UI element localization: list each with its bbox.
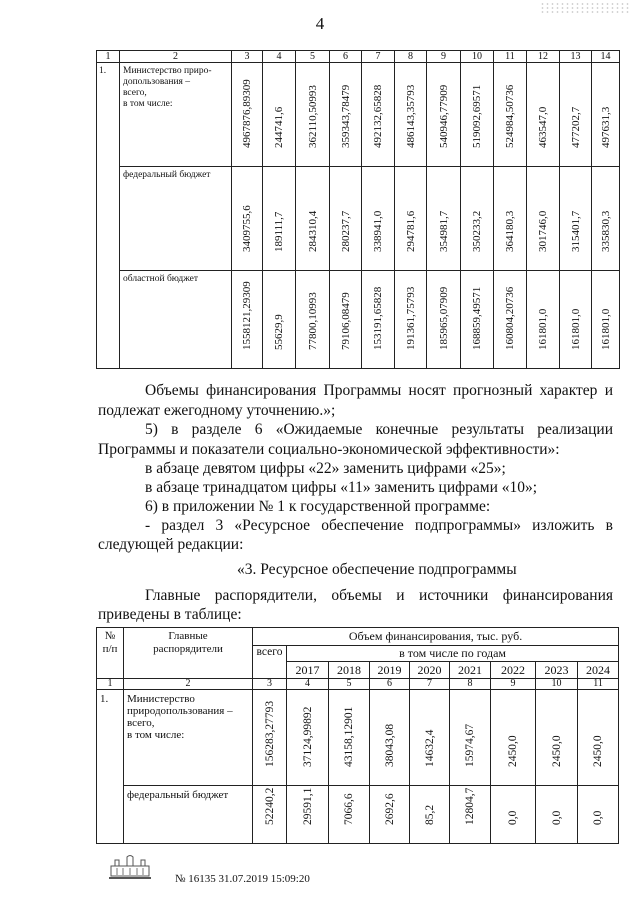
table2-header-by-years: в том числе по годам [287,646,619,662]
table2-cell: 12804,7 [450,786,491,844]
table1-header-cell: 13 [560,51,592,63]
table1-cell: 362110,50993 [296,63,330,167]
table1-cell: 161801,0 [560,271,592,369]
table2-cell: 15974,67 [450,690,491,786]
table1-row-number: 1. [97,63,120,369]
table1-cell: 153191,65828 [362,271,395,369]
paragraph-line: в абзаце тринадцатом цифры «11» заменить цифрами «10»; [145,479,538,496]
table2-cell: 14632,4 [410,690,450,786]
table1-row-total [97,63,620,167]
paragraph-line: подлежат ежегодному уточнению.»; [98,402,336,419]
financing-table-subprogram [96,627,619,844]
table2-year: 2020 [410,662,450,679]
table1-cell: 519092,69571 [461,63,494,167]
table2-index-cell: 11 [578,679,619,690]
table1-cell: 4967876,89309 [232,63,263,167]
table2-index-cell: 2 [124,679,253,690]
paragraph-line: Программы и показатели социально-экономической эффективности»: [98,441,560,458]
table2-header-total: всего [253,646,287,679]
table1-cell: 185965,07909 [427,271,461,369]
table1-row-label: Министерство приро- допользования – всего, в том числе: [120,63,232,167]
table2-cell: 7066,6 [329,786,370,844]
table2-cell: 156283,27793 [253,690,287,786]
paragraph-line: следующей редакции: [98,536,244,553]
table2-year: 2021 [450,662,491,679]
table1-header-cell: 6 [330,51,362,63]
table1-header-cell: 8 [395,51,427,63]
table1-row-federal [97,167,620,271]
paragraph-line: 6) в приложении № 1 к государственной программе: [145,498,491,515]
table1-cell: 284310,4 [296,167,330,271]
table1-cell: 3409755,6 [232,167,263,271]
table1-row-regional [97,271,620,369]
page-number: 4 [315,14,325,33]
table2-cell: 52240,2 [253,786,287,844]
table2-cell: 0,0 [536,786,578,844]
table2-header-managers: Главные распорядители [124,628,253,679]
table2-row-label: Министерство природопользования – всего, в том числе: [124,690,253,786]
table2-cell: 2450,0 [536,690,578,786]
table2-cell: 43158,12901 [329,690,370,786]
table1-cell: 463547,0 [527,63,560,167]
table1-header-cell: 9 [427,51,461,63]
paragraph-line: 5) в разделе 6 «Ожидаемые конечные результаты реализации [145,421,613,438]
table1-cell: 335830,3 [592,167,620,271]
table2-year: 2019 [370,662,410,679]
emblem-icon [105,852,155,882]
table2-year: 2017 [287,662,329,679]
table1-cell: 364180,3 [494,167,527,271]
table1-cell: 55629,9 [263,271,296,369]
table1-cell: 191361,75793 [395,271,427,369]
table2-year: 2024 [578,662,619,679]
table2-index-cell: 5 [329,679,370,690]
table1-cell: 160804,20736 [494,271,527,369]
table2-index-cell: 9 [491,679,536,690]
table1-cell: 354981,7 [427,167,461,271]
table2-index-cell: 4 [287,679,329,690]
table2-index-cell: 7 [410,679,450,690]
table1-cell: 244741,6 [263,63,296,167]
table2-cell: 2450,0 [491,690,536,786]
table2-index-cell: 1 [97,679,124,690]
table2-cell: 85,2 [410,786,450,844]
document-stamp: № 16135 31.07.2019 15:09:20 [175,873,310,885]
table1-cell: 161801,0 [527,271,560,369]
table2-index-cell: 3 [253,679,287,690]
table2-cell: 38043,08 [370,690,410,786]
table1-cell: 161801,0 [592,271,620,369]
table1-header-row [97,51,620,63]
table2-header-volume: Объем финансирования, тыс. руб. [253,628,619,646]
table1-cell: 1558121,29309 [232,271,263,369]
table1-header-cell: 1 [97,51,120,63]
table1-header-cell: 14 [592,51,620,63]
table1-cell: 540946,77909 [427,63,461,167]
table1-header-cell: 4 [263,51,296,63]
table1-header-cell: 10 [461,51,494,63]
financing-table-program [96,50,620,369]
table2-index-cell: 10 [536,679,578,690]
table1-cell: 77800,10993 [296,271,330,369]
table2-cell: 2692,6 [370,786,410,844]
table2-year: 2022 [491,662,536,679]
paragraph-line: приведены в таблице: [98,606,242,623]
paragraph-line: - раздел 3 «Ресурсное обеспечение подпрограммы» изложить в [145,517,613,534]
section-heading: «3. Ресурсное обеспечение подпрограммы [237,561,517,578]
table1-cell: 338941,0 [362,167,395,271]
table2-row-label: федеральный бюджет [124,786,253,844]
table1-cell: 79106,08479 [330,271,362,369]
table2-row-federal [97,786,619,844]
table2-row-number: 1. [97,690,124,844]
paragraph-line: в абзаце девятом цифры «22» заменить цифрами «25»; [145,460,506,477]
table1-cell: 168859,49571 [461,271,494,369]
table2-cell: 0,0 [578,786,619,844]
table2-index-cell: 6 [370,679,410,690]
table1-cell: 497631,3 [592,63,620,167]
table1-header-cell: 7 [362,51,395,63]
table1-cell: 294781,6 [395,167,427,271]
table1-header-cell: 12 [527,51,560,63]
table1-cell: 477202,7 [560,63,592,167]
table2-cell: 37124,99892 [287,690,329,786]
table1-cell: 350233,2 [461,167,494,271]
table2-year: 2018 [329,662,370,679]
table1-cell: 280237,7 [330,167,362,271]
scan-noise [540,2,630,14]
table2-cell: 29591,1 [287,786,329,844]
table1-cell: 524984,50736 [494,63,527,167]
table1-row-label: областной бюджет [120,271,232,369]
table1-cell: 315401,7 [560,167,592,271]
table1-row-label: федеральный бюджет [120,167,232,271]
table1-cell: 486143,35793 [395,63,427,167]
table2-index-row [97,679,619,690]
paragraph-line: Объемы финансирования Программы носят прогнозный характер и [145,382,613,399]
table2-row-total [97,690,619,786]
paragraph-line: Главные распорядители, объемы и источники финансирования [145,587,613,604]
table2-cell: 2450,0 [578,690,619,786]
table1-header-cell: 3 [232,51,263,63]
table1-cell: 189111,7 [263,167,296,271]
table1-header-cell: 5 [296,51,330,63]
table1-header-cell: 11 [494,51,527,63]
table2-header-number: № п/п [97,628,124,679]
table2-cell: 0,0 [491,786,536,844]
table2-year: 2023 [536,662,578,679]
table1-cell: 301746,0 [527,167,560,271]
table1-cell: 359343,78479 [330,63,362,167]
table2-index-cell: 8 [450,679,491,690]
table1-header-cell: 2 [120,51,232,63]
table1-cell: 492132,65828 [362,63,395,167]
